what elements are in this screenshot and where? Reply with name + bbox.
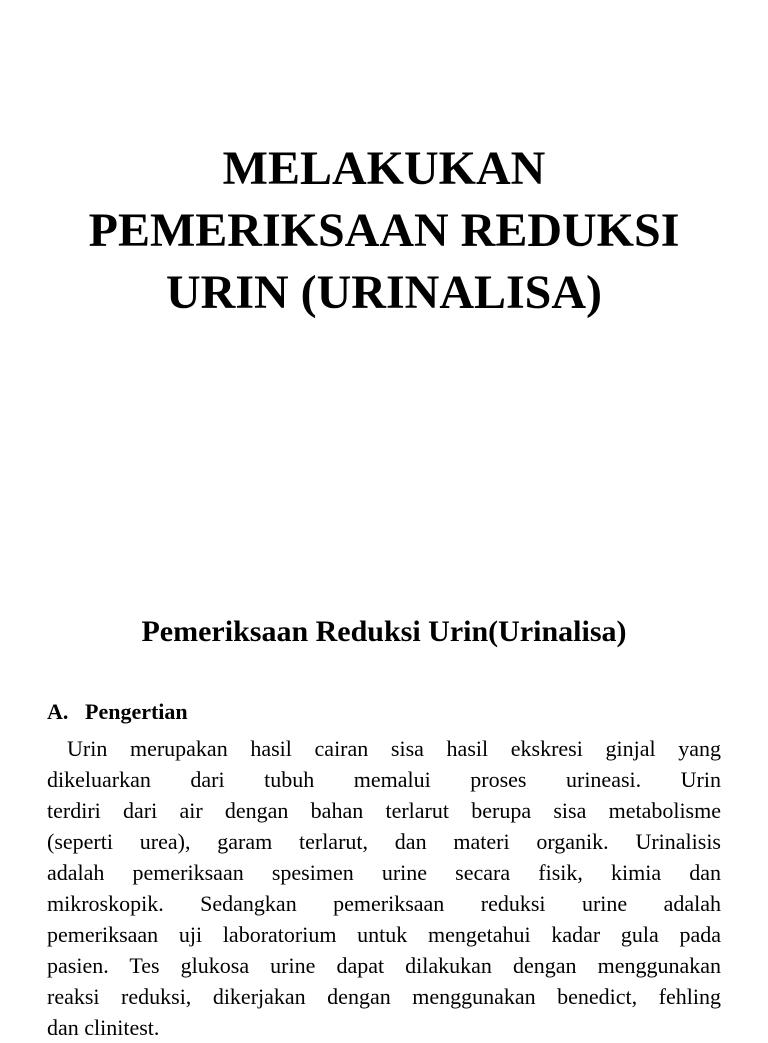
title-line: PEMERIKSAAN REDUKSI <box>88 204 680 257</box>
title-line: URIN (URINALISA) <box>165 266 603 319</box>
section-heading <box>47 698 188 726</box>
paragraph-line: dan clinitest. <box>47 1015 160 1040</box>
paragraph-line: mikroskopik. Sedangkan pemeriksaan reduksi urine adalah <box>47 891 721 916</box>
section-paragraph <box>47 733 721 1043</box>
paragraph-line: adalah pemeriksaan spesimen urine secara fisik, kimia dan <box>47 860 721 885</box>
paragraph-line: Urin merupakan hasil cairan sisa hasil ekskresi ginjal yang <box>67 736 721 761</box>
document-subtitle: Pemeriksaan Reduksi Urin(Urinalisa) <box>141 615 627 648</box>
paragraph-line: reaksi reduksi, dikerjakan dengan menggunakan benedict, fehling <box>47 984 721 1009</box>
paragraph-line: terdiri dari air dengan bahan terlarut berupa sisa metabolisme <box>47 798 721 823</box>
section-letter: A. <box>47 699 69 724</box>
paragraph-line: (seperti urea), garam terlarut, dan materi organik. Urinalisis <box>47 829 721 854</box>
paragraph-line: dikeluarkan dari tubuh memalui proses urineasi. Urin <box>47 767 721 792</box>
document-title <box>0 138 768 324</box>
paragraph-line: pasien. Tes glukosa urine dapat dilakukan dengan menggunakan <box>47 953 721 978</box>
title-line: MELAKUKAN <box>222 142 546 195</box>
section-heading-text: Pengertian <box>85 699 188 724</box>
paragraph-line: pemeriksaan uji laboratorium untuk mengetahui kadar gula pada <box>47 922 721 947</box>
